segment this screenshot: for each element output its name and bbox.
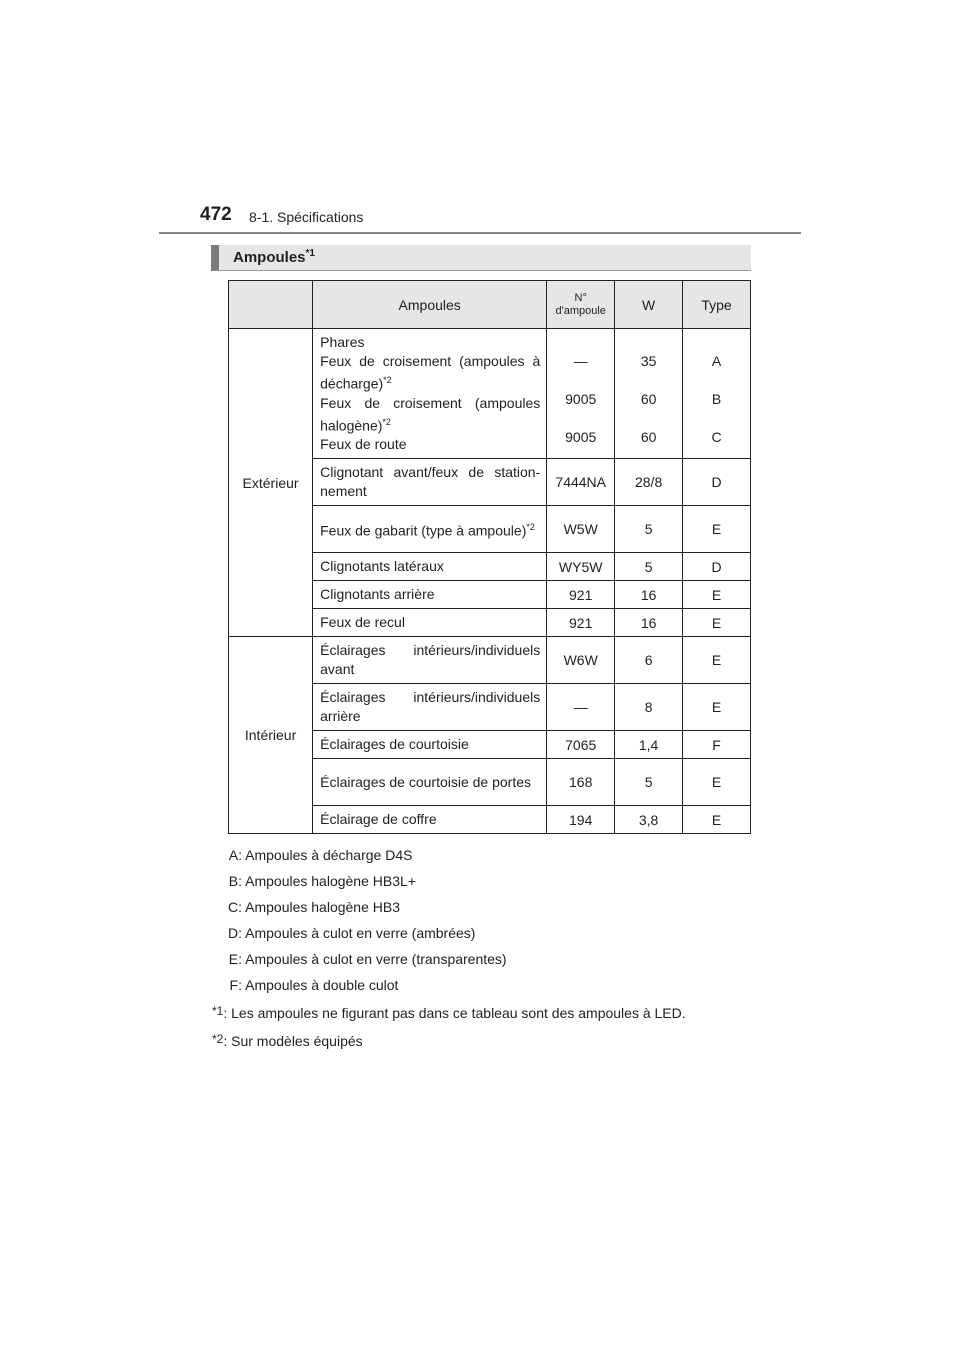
bulb-name: Éclairage de coffre: [313, 806, 547, 834]
legend-item: C: Ampoules halogène HB3: [228, 899, 401, 915]
bulb-name: Éclairages de courtoisie: [313, 731, 547, 759]
bulb-number: 921: [547, 581, 615, 609]
bulb-watts: 5: [615, 759, 683, 806]
footnote: *1: Les ampoules ne figurant pas dans ce tableau sont des ampoules à LED.: [212, 1004, 686, 1021]
legend-item: F: Ampoules à double culot: [229, 977, 399, 993]
footnote: *2: Sur modèles équipés: [212, 1032, 363, 1049]
bulb-number: 7065: [547, 731, 615, 759]
bulb-type: E: [683, 637, 751, 684]
footnote-mark: *1: [212, 1004, 224, 1018]
bulb-name: Clignotant avant/feux de station-nement: [313, 459, 547, 506]
table-header-row: [229, 281, 751, 329]
bulb-watts: 5: [615, 553, 683, 581]
header-cell-watts: W: [615, 281, 683, 329]
bulb-type: E: [683, 581, 751, 609]
bulb-watts: 6: [615, 637, 683, 684]
bulb-number: W6W: [547, 637, 615, 684]
table-row: [229, 329, 751, 459]
bulb-number: WY5W: [547, 553, 615, 581]
bulb-type: D: [683, 553, 751, 581]
bulb-number: 194: [547, 806, 615, 834]
zone-interior: Intérieur: [229, 637, 313, 834]
header-cell-type: Type: [683, 281, 751, 329]
bulb-watts: 8: [615, 684, 683, 731]
bulb-number: — 9005 9005: [547, 329, 615, 459]
bulb-name: Feux de gabarit (type à ampoule)$^{*2}$: [313, 506, 547, 553]
bulb-type: D: [683, 459, 751, 506]
section-heading-title: Ampoules$^{*1}$: [233, 248, 315, 266]
table-row: [229, 637, 751, 684]
header-rule: [159, 232, 801, 234]
bulb-name: Éclairages intérieurs/individuels arrière: [313, 684, 547, 731]
legend-item: B: Ampoules halogène HB3L+: [228, 873, 416, 889]
bulb-type: E: [683, 759, 751, 806]
bulb-watts: 3,8: [615, 806, 683, 834]
bulb-watts: 35 60 60: [615, 329, 683, 459]
bulb-watts: 16: [615, 581, 683, 609]
page-number: 472: [200, 204, 232, 225]
bulb-name: Phares Feux de croisement (ampoules à décharge)$^{*2}$ Feux de croisement (ampoules halogène)$^{*2}$ Feux de route: [313, 329, 547, 459]
bulb-name: Éclairages intérieurs/individuels avant: [313, 637, 547, 684]
bulb-type: E: [683, 806, 751, 834]
bulb-name: Feux de recul: [313, 609, 547, 637]
section-heading: [211, 245, 751, 271]
bulb-type: A B C: [683, 329, 751, 459]
bulb-type: E: [683, 609, 751, 637]
bulb-type: E: [683, 506, 751, 553]
bulb-name: Clignotants latéraux: [313, 553, 547, 581]
bulb-watts: 28/8: [615, 459, 683, 506]
bulb-watts: 16: [615, 609, 683, 637]
bulb-number: 921: [547, 609, 615, 637]
header-cell-bulb-number: N° d'ampoule: [547, 281, 615, 329]
header-cell-bulbs: Ampoules: [313, 281, 547, 329]
legend-notes: [212, 842, 686, 1054]
bulb-name: Clignotants arrière: [313, 581, 547, 609]
bulb-number: W5W: [547, 506, 615, 553]
section-title: 8-1. Spécifications: [249, 209, 364, 225]
bulb-type: E: [683, 684, 751, 731]
zone-exterior: Extérieur: [229, 329, 313, 637]
bulb-number: —: [547, 684, 615, 731]
bulb-name: Éclairages de courtoisie de portes: [313, 759, 547, 806]
bulb-watts: 1,4: [615, 731, 683, 759]
bulb-type: F: [683, 731, 751, 759]
bulb-number: 168: [547, 759, 615, 806]
footnote-mark: *1: [305, 248, 315, 259]
legend-item: A: Ampoules à décharge D4S: [228, 847, 413, 863]
header-cell-empty: [229, 281, 313, 329]
bulb-table: [228, 280, 751, 834]
footnote-mark: *2: [212, 1032, 224, 1046]
legend-item: E: Ampoules à culot en verre (transparentes): [228, 951, 507, 967]
bulb-number: 7444NA: [547, 459, 615, 506]
legend-item: D: Ampoules à culot en verre (ambrées): [228, 925, 476, 941]
bulb-watts: 5: [615, 506, 683, 553]
